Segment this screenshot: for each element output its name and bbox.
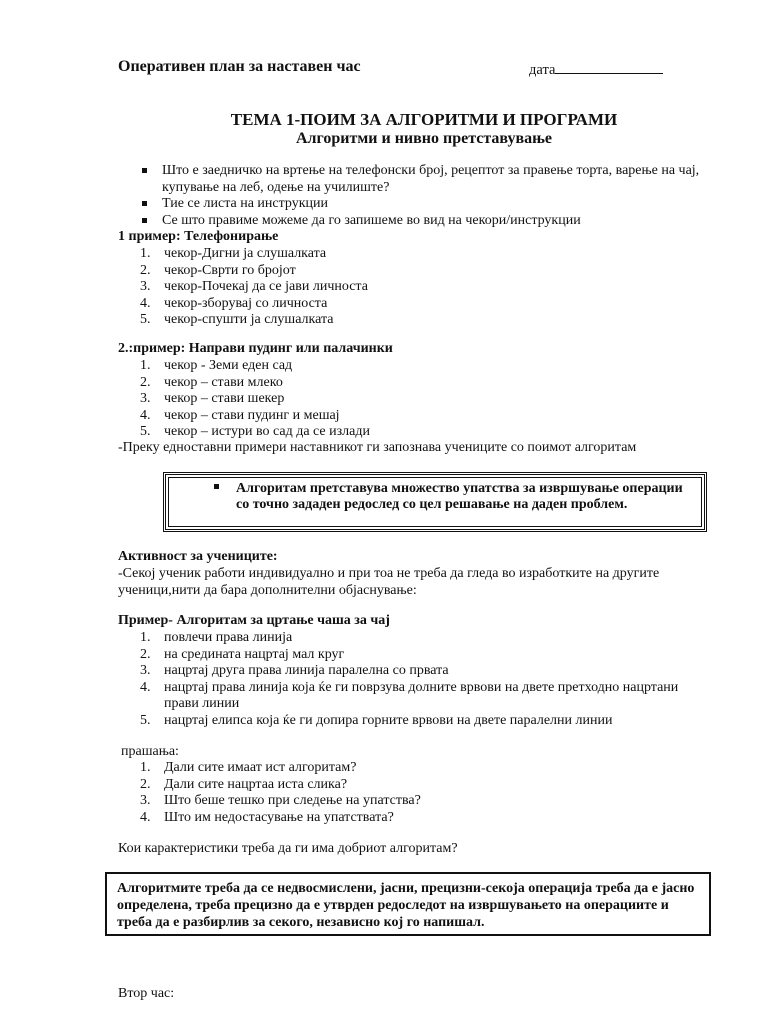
definition-box: [163, 472, 707, 532]
step-item: 3. чекор-Почекај да се јави личноста: [140, 279, 368, 294]
characteristics-question: Кои карактеристики треба да ги има добриот алгоритам?: [118, 841, 458, 856]
example3-steps: [140, 630, 700, 729]
example2-steps: [140, 358, 700, 441]
topic-subtitle: Алгоритми и нивно претставување: [295, 130, 553, 147]
example2-note: -Преку едноставни примери наставникот ги запознава учениците со поимот алгоритам: [118, 440, 637, 455]
example1-steps: [140, 246, 700, 329]
example2-heading: 2.:пример: Направи пудинг или палачинки: [118, 341, 393, 356]
step-item: 5. нацртај елипса која ќе ги допира горните врвови на двете паралелни линии: [140, 712, 613, 728]
step-item: 2. чекор – стави млеко: [140, 374, 283, 390]
step-item: 4. нацртај права линија која ќе ги поврзува долните врвови на двете претходно нацртани прави линии: [140, 679, 679, 711]
step-item: 4. чекор – стави пудинг и мешај: [140, 407, 340, 423]
step-item: 5. чекор-спушти ја слушалката: [140, 312, 334, 327]
question-item: 4. Што им недостасување на упатствата?: [140, 809, 394, 825]
date-field: [529, 60, 663, 79]
activity-text: -Секој ученик работи индивидуално и при тоа не треба да гледа во изработките на другите ученици,нити да бара дополнителни објаснување:: [118, 566, 660, 598]
question-item: 2. Дали сите нацртаа иста слика?: [140, 776, 348, 792]
question-item: 3. Што беше тешко при следење на упатства?: [140, 793, 421, 808]
step-item: 3. чекор – стави шекер: [140, 391, 285, 406]
step-item: 3. нацртај друга права линија паралелна со првата: [140, 663, 449, 678]
step-item: 1. повлечи права линија: [140, 630, 293, 645]
date-label: дата: [529, 62, 556, 78]
step-item: 1. чекор-Дигни ја слушалката: [140, 246, 327, 261]
bullet-icon: [214, 484, 219, 489]
intro-bullet: Се што правиме можеме да го запишеме во вид на чекори/инструкции: [140, 213, 700, 230]
example3-heading: Пример- Алгоритам за цртање чаша за чај: [118, 613, 390, 628]
page-header: [118, 58, 678, 80]
step-item: 2. чекор-Сврти го бројот: [140, 262, 296, 278]
second-lesson-label: Втор час:: [118, 986, 175, 1001]
topic-title: ТЕМА 1-ПОИМ ЗА АЛГОРИТМИ И ПРОГРАМИ: [230, 110, 618, 129]
intro-bullet: Што е заедничко на вртење на телефонски број, рецептот за правење торта, варење на чај, купување на леб, одење на училиште?: [140, 163, 700, 196]
intro-bullet: Тие се листа на инструкции: [140, 196, 700, 213]
step-item: 5. чекор – истури во сад да се излади: [140, 424, 370, 439]
conclusion-box: Алгоритмите треба да се недвосмислени, јасни, прецизни-секоја операција треба да е јасно определена, треба прецизно да е утврден редоследот на извршувањето на операциите и треба да е разбирлив за секого, независно кој го напишал.: [105, 872, 711, 936]
example1-heading: 1 пример: Телефонирање: [118, 229, 279, 244]
questions-heading: прашања:: [121, 744, 179, 759]
step-item: 1. чекор - Земи еден сад: [140, 358, 293, 373]
definition-text: Алгоритам претставува множество упатства за извршување операции со точно зададен редослед со цел решавање на даден проблем.: [236, 481, 683, 512]
plan-title: Оперативен план за наставен час: [118, 58, 361, 75]
questions-list: [140, 760, 700, 826]
date-underline: [555, 60, 663, 74]
intro-bullet-list: [140, 163, 700, 229]
step-item: 2. на средината нацртај мал круг: [140, 646, 345, 662]
activity-heading: Активност за учениците:: [118, 549, 278, 564]
question-item: 1. Дали сите имаат ист алгоритам?: [140, 760, 357, 775]
step-item: 4. чекор-зборувај со личноста: [140, 295, 328, 311]
